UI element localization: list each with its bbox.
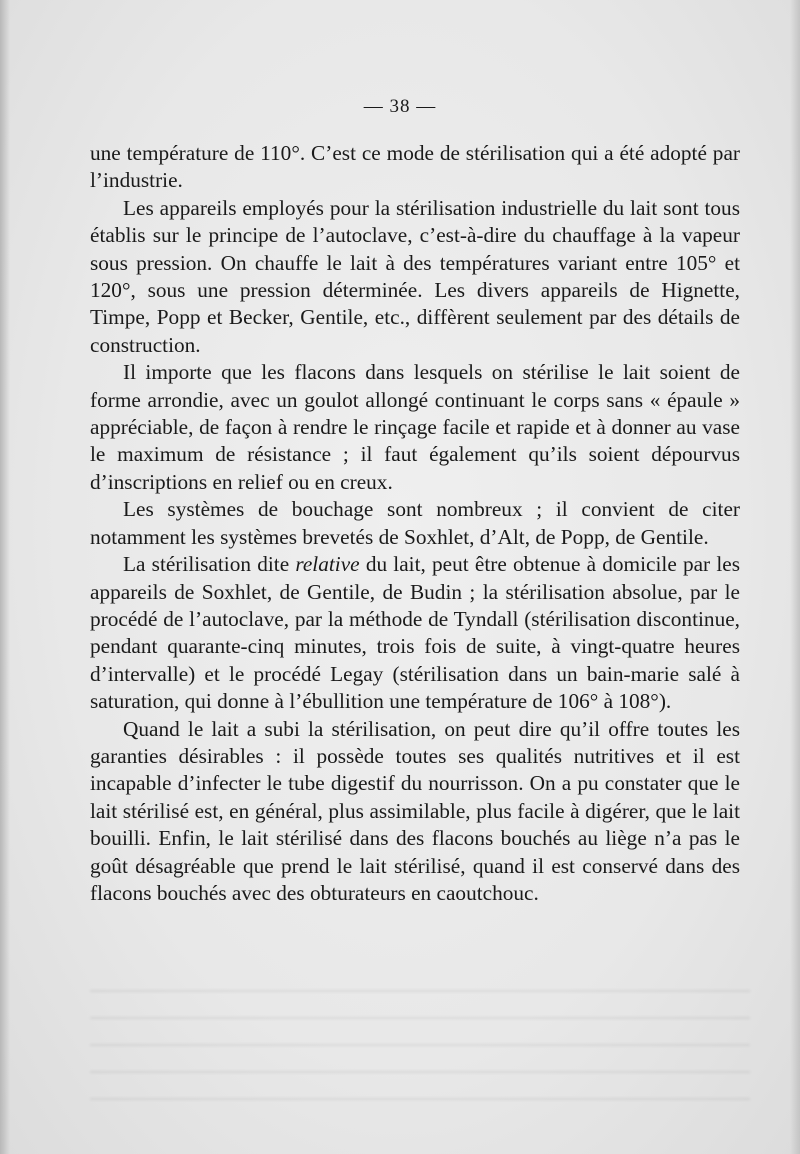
paragraph-6: Quand le lait a subi la stérilisation, on peut dire qu’il offre toutes les garanties désirables : il possède toutes ses qualités nutritives et il est incapable d’infecter le tube digestif du nourrisson. On a pu constater que le lait stérilisé est, en général, plus assimilable, plus facile à digérer, que le lait bouilli. Enfin, le lait stérilisé dans des flacons bouchés au liège n’a pas le goût désagréable que prend le lait stérilisé, quand il est conservé dans des flacons bouchés avec des obturateurs en caoutchouc.: [90, 716, 740, 905]
paragraph-4: Les systèmes de bouchage sont nombreux ; il convient de citer notamment les systèmes brevetés de Soxhlet, d’Alt, de Popp, de Gentile.: [90, 497, 740, 549]
body-text: [90, 140, 740, 907]
paragraph-1: une température de 110°. C’est ce mode de stérilisation qui a été adopté par l’industrie.: [90, 141, 740, 193]
show-through-texture: [90, 990, 750, 1100]
page-edge-shadow-left: [0, 0, 10, 1154]
paragraph-5: [90, 551, 740, 715]
paragraph-3: Il importe que les flacons dans lesquels on stérilise le lait soient de forme arrondie, avec un goulot allongé continuant le corps sans « épaule » appréciable, de façon à rendre le rinçage facile et rapide et à donner au vase le maximum de résistance ; il faut également qu’ils soient dépourvus d’inscriptions en relief ou en creux.: [90, 360, 740, 494]
page-number: — 38 —: [363, 96, 437, 117]
paragraph-5-emphasis: relative: [295, 552, 360, 577]
paragraph-5-text-after: du lait, peut être obtenue à domicile par les appareils de Soxhlet, de Gentile, de Budin ; la stérilisation absolue, par le procédé de l’autoclave, par la méthode de Tyndall (stérilisation discontinue, pendant quarante-cinq minutes, trois fois de suite, à vingt-quatre heures d’intervalle) et le procédé Legay (stérilisation dans un bain-marie salé à saturation, qui donne à l’ébullition une température de 106° à 108°).: [90, 552, 741, 714]
paragraph-5-text-before: La stérilisation dite: [123, 552, 296, 577]
paragraph-2: Les appareils employés pour la stérilisation industrielle du lait sont tous établis sur le principe de l’autoclave, c’est-à-dire du chauffage à la vapeur sous pression. On chauffe le lait à des températures variant entre 105° et 120°, sous une pression déterminée. Les divers appareils de Hignette, Timpe, Popp et Becker, Gentile, etc., diffèrent seulement par des détails de construction.: [90, 195, 740, 357]
page-edge-shadow-right: [790, 0, 800, 1154]
